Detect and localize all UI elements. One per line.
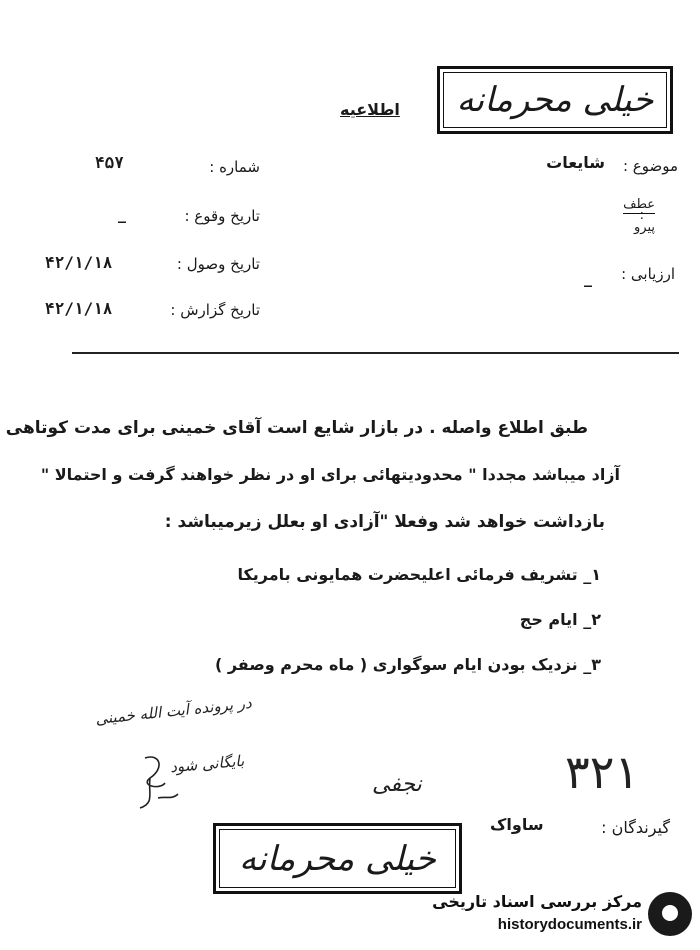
number-label: شماره : [209, 158, 260, 176]
list-item: ۳_ نزدیک بودن ایام سوگواری ( ماه محرم وصفر ) [214, 655, 601, 674]
handwritten-scribble-icon [130, 748, 200, 823]
handwritten-note-line-1: در پرونده آیت الله خمینی [94, 693, 253, 729]
receipt-date-label: تاریخ وصول : [176, 255, 260, 273]
occurrence-date-label: تاریخ وقوع : [184, 207, 260, 225]
classification-stamp-bottom [213, 823, 462, 894]
body-line-1: طبق اطلاع واصله . در بازار شایع است آقای خمینی برای مدت کوتاهی [5, 418, 588, 438]
body-line-2: آزاد میباشد مجددا " محدودیتهائی برای او در نظر خواهند گرفت و احتمالا " [40, 465, 620, 484]
handwritten-note-line-2: بایگانی شود [169, 751, 245, 777]
body-line-3: بازداشت خواهد شد وفعلا "آزادی او بعلل زیرمیباشد : [164, 512, 605, 532]
recipients-label: گیرندگان : [601, 818, 670, 837]
report-type-label: اطلاعیه [340, 100, 400, 119]
report-date-label: تاریخ گزارش : [170, 301, 260, 319]
archive-logo-icon [648, 892, 692, 936]
reference-label: عطف [623, 197, 655, 212]
classification-stamp-text: خیلی محرمانه [456, 80, 654, 120]
recipients-value: ساواک [490, 815, 544, 834]
receipt-date-value: ۴۲/۱/۱۸ [45, 253, 113, 272]
reference-colon: : [639, 208, 644, 223]
watermark-title: مرکز بررسی اسناد تاریخی [432, 892, 642, 911]
watermark [432, 880, 700, 950]
followup-label: پیرو [634, 220, 655, 235]
occurrence-date-value: _ [118, 204, 126, 223]
classification-stamp-top [437, 66, 673, 134]
list-item: ۲_ ایام حج [519, 610, 601, 629]
list-item: ۱_ تشریف فرمائی اعلیحضرت همایونی بامریکا [237, 565, 601, 584]
report-date-value: ۴۲/۱/۱۸ [45, 299, 113, 318]
handwritten-signature: نجفی [372, 772, 422, 797]
evaluation-label: ارزیابی : [621, 265, 675, 283]
number-value: ۴۵۷ [95, 153, 124, 172]
handwritten-number: ۳۲۱ [565, 745, 640, 799]
watermark-url: historydocuments.ir [497, 916, 642, 933]
evaluation-value: _ [584, 268, 592, 287]
header-divider [72, 352, 679, 354]
subject-label: موضوع : [622, 157, 678, 175]
classification-stamp-text: خیلی محرمانه [239, 838, 436, 879]
subject-value: شایعات [546, 153, 605, 172]
